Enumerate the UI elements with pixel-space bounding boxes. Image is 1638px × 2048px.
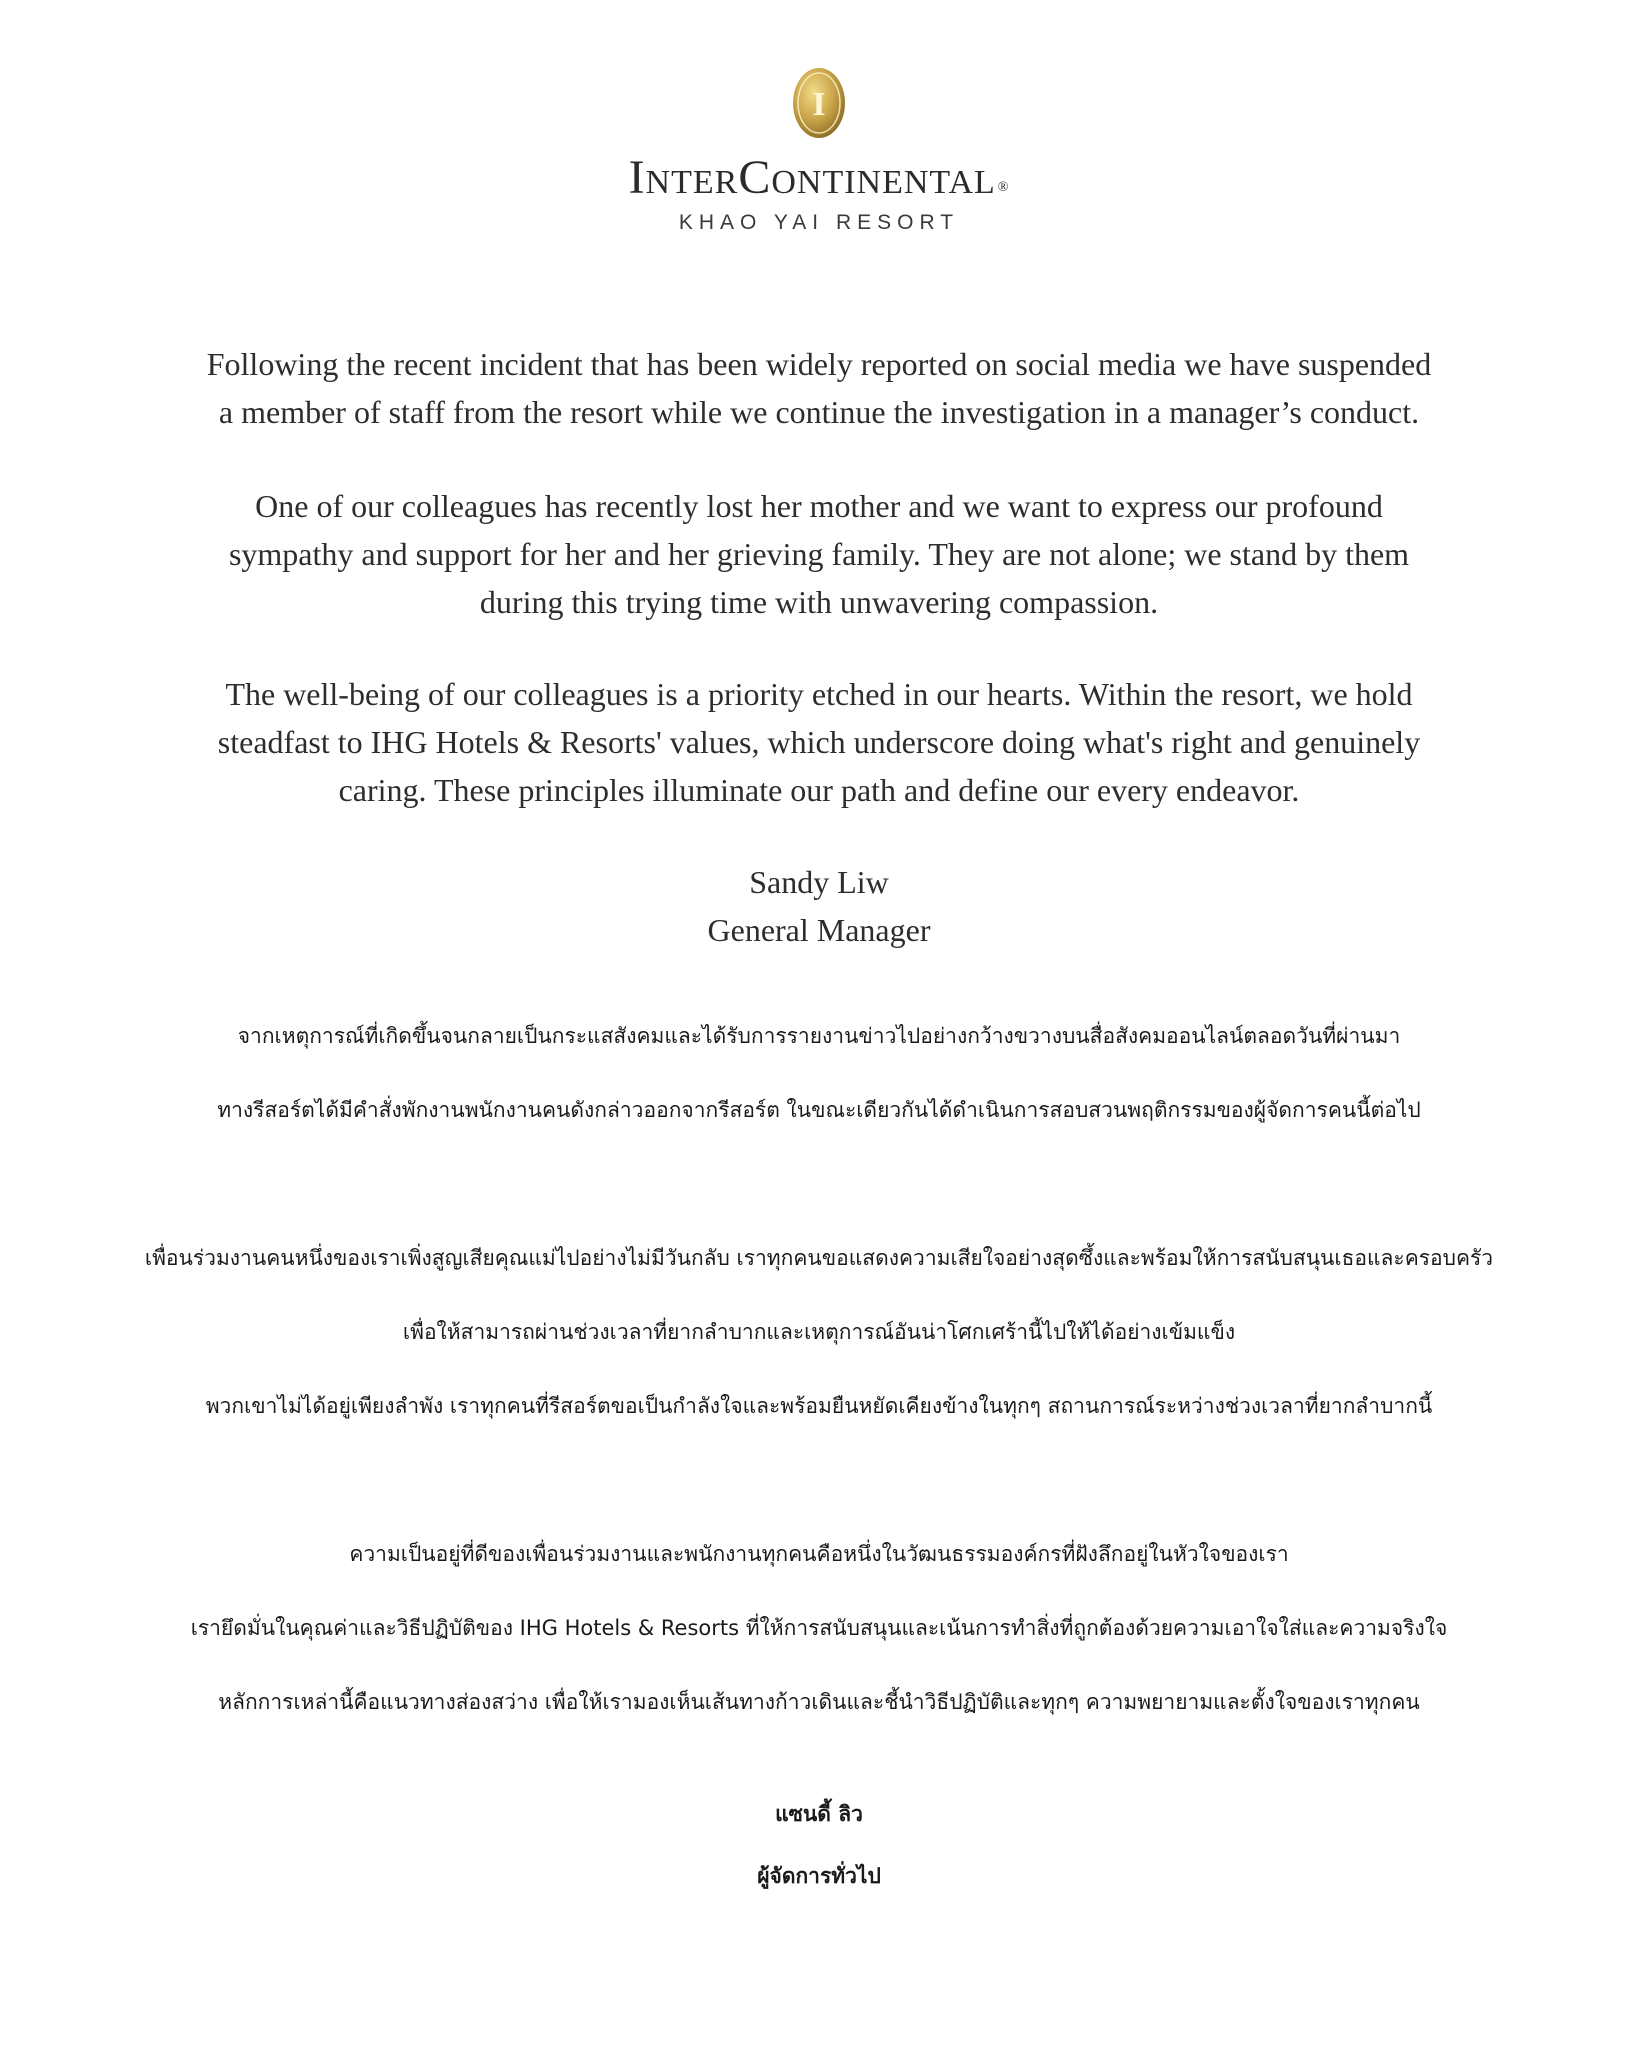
text-line: The well-being of our colleagues is a priority etched in our hearts. Within the resort, we hold bbox=[225, 676, 1413, 712]
svg-text:I: I bbox=[812, 86, 826, 123]
text-line: sympathy and support for her and her grieving family. They are not alone; we stand by them bbox=[228, 536, 1410, 572]
thai-p1-line2: ทางรีสอร์ตได้มีคำสั่งพักงานพนักงานคนดังกล่าวออกจากรีสอร์ต ในขณะเดียวกันได้ดำเนินการสอบสวนพฤติกรรมของผู้จัดการคนนี้ต่อไป bbox=[217, 1098, 1421, 1122]
english-paragraph-2 bbox=[60, 482, 1578, 626]
english-paragraph-1 bbox=[60, 340, 1578, 436]
thai-p3-line3: หลักการเหล่านี้คือแนวทางส่องสว่าง เพื่อให้เรามองเห็นเส้นทางก้าวเดินและชี้นำวิธีปฏิบัติและทุกๆ ความพยายามและตั้งใจของเราทุกคน bbox=[218, 1690, 1420, 1714]
thai-signature-name: แซนดี้ ลิว bbox=[775, 1802, 863, 1826]
registered-mark: ® bbox=[997, 180, 1010, 195]
english-paragraph-3 bbox=[60, 670, 1578, 814]
intercontinental-logo bbox=[0, 66, 1638, 233]
thai-p2-line2: เพื่อให้สามารถผ่านช่วงเวลาที่ยากลำบากและเหตุการณ์อันน่าโศกเศร้านี้ไปให้ได้อย่างเข้มแข็ง bbox=[402, 1320, 1236, 1344]
signature-title: General Manager bbox=[707, 912, 931, 948]
intercontinental-emblem-icon bbox=[791, 66, 847, 140]
text-line: Following the recent incident that has been widely reported on social media we have suspended bbox=[206, 346, 1432, 382]
signature-name: Sandy Liw bbox=[749, 864, 889, 900]
text-line: during this trying time with unwavering compassion. bbox=[479, 584, 1159, 620]
thai-p3-line2: เรายึดมั่นในคุณค่าและวิธีปฏิบัติของ IHG Hotels & Resorts ที่ให้การสนับสนุนและเน้นการทำสิ่งที่ถูกต้องด้วยความเอาใจใส่และความจริงใจ bbox=[190, 1616, 1448, 1640]
thai-p3-line1: ความเป็นอยู่ที่ดีของเพื่อนร่วมงานและพนักงานทุกคนคือหนึ่งในวัฒนธรรมองค์กรที่ฝังลึกอยู่ในหัวใจของเรา bbox=[349, 1542, 1289, 1566]
brand-name: InterContinental ® bbox=[628, 151, 1010, 204]
text-line: steadfast to IHG Hotels & Resorts' values, which underscore doing what's right and genuinely bbox=[217, 724, 1421, 760]
property-name: KHAO YAI RESORT bbox=[678, 211, 960, 234]
english-signature bbox=[60, 858, 1578, 954]
text-line: One of our colleagues has recently lost her mother and we want to express our profound bbox=[255, 488, 1383, 524]
thai-signature-title: ผู้จัดการทั่วไป bbox=[757, 1864, 881, 1888]
text-line: a member of staff from the resort while we continue the investigation in a manager’s conduct. bbox=[218, 394, 1420, 430]
thai-p1-line1: จากเหตุการณ์ที่เกิดขึ้นจนกลายเป็นกระแสสังคมและได้รับการรายงานข่าวไปอย่างกว้างขวางบนสื่อสังคมออนไลน์ตลอดวันที่ผ่านมา bbox=[237, 1024, 1401, 1048]
thai-p2-line3: พวกเขาไม่ได้อยู่เพียงลำพัง เราทุกคนที่รีสอร์ตขอเป็นกำลังใจและพร้อมยืนหยัดเคียงข้างในทุกๆ สถานการณ์ระหว่างช่วงเวลาที่ยากลำบากนี้ bbox=[205, 1394, 1433, 1418]
thai-p2-line1: เพื่อนร่วมงานคนหนึ่งของเราเพิ่งสูญเสียคุณแม่ไปอย่างไม่มีวันกลับ เราทุกคนขอแสดงความเสียใจอย่างสุดซึ้งและพร้อมให้การสนับสนุนเธอและครอบครัว bbox=[144, 1246, 1494, 1270]
text-line: caring. These principles illuminate our path and define our every endeavor. bbox=[338, 772, 1300, 808]
